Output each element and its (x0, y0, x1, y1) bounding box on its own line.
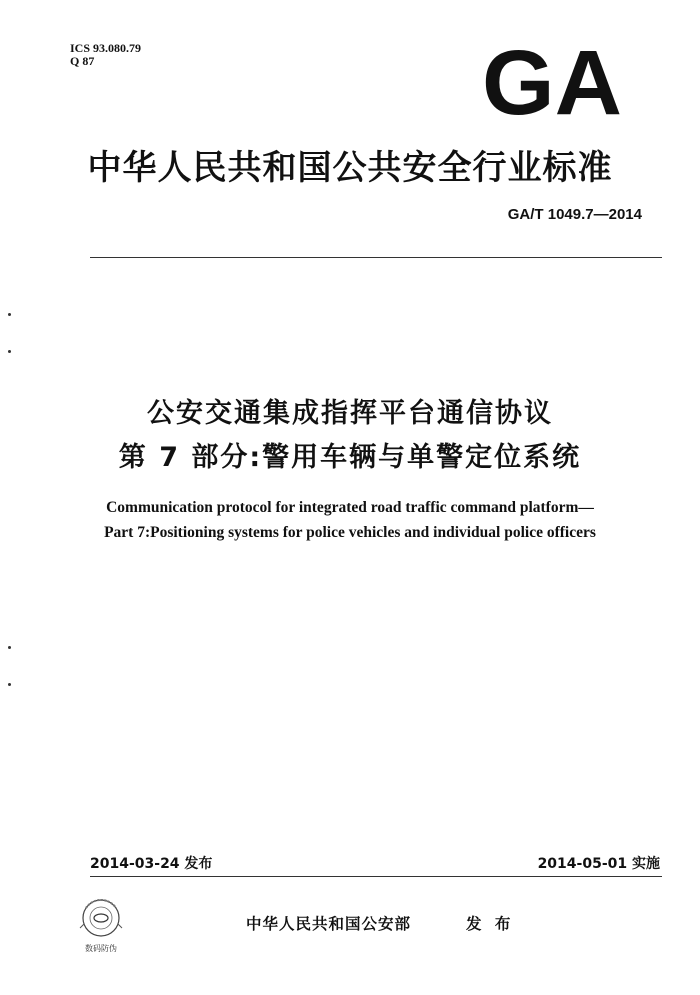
en-title-line-1: Communication protocol for integrated road traffic command platform— (106, 499, 594, 516)
margin-dot (8, 683, 11, 686)
margin-dot (8, 313, 11, 316)
ics-code: ICS 93.080.79 (70, 41, 142, 55)
logo-text: GA (482, 42, 622, 120)
margin-dot (8, 646, 11, 649)
publish-label: 发 布 (466, 915, 515, 933)
publisher-name: 中华人民共和国公安部 (246, 915, 412, 933)
standard-number: GA/T 1049.7—2014 (507, 206, 642, 223)
classification-codes (70, 42, 141, 68)
margin-dot (8, 350, 11, 353)
title-line-2: 第 7 部分:警用车辆与单警定位系统 (118, 442, 582, 473)
bottom-divider (90, 876, 662, 877)
standard-category-title: 中华人民共和国公共安全行业标准 (87, 148, 613, 188)
title-line-1: 公安交通集成指挥平台通信协议 (147, 398, 553, 429)
ccs-code: Q 87 (70, 54, 95, 68)
document-title-en (0, 495, 700, 545)
implement-date: 2014-05-01 实施 (537, 856, 660, 872)
en-title-line-2: Part 7:Positioning systems for police vehicles and individual police officers (104, 524, 596, 541)
document-title-cn (0, 392, 700, 480)
seal-label: 数码防伪 (85, 944, 117, 953)
ga-logo (478, 42, 626, 120)
anti-counterfeit-seal-icon (64, 888, 138, 962)
top-divider (90, 257, 662, 258)
issue-date: 2014-03-24 发布 (90, 856, 213, 872)
